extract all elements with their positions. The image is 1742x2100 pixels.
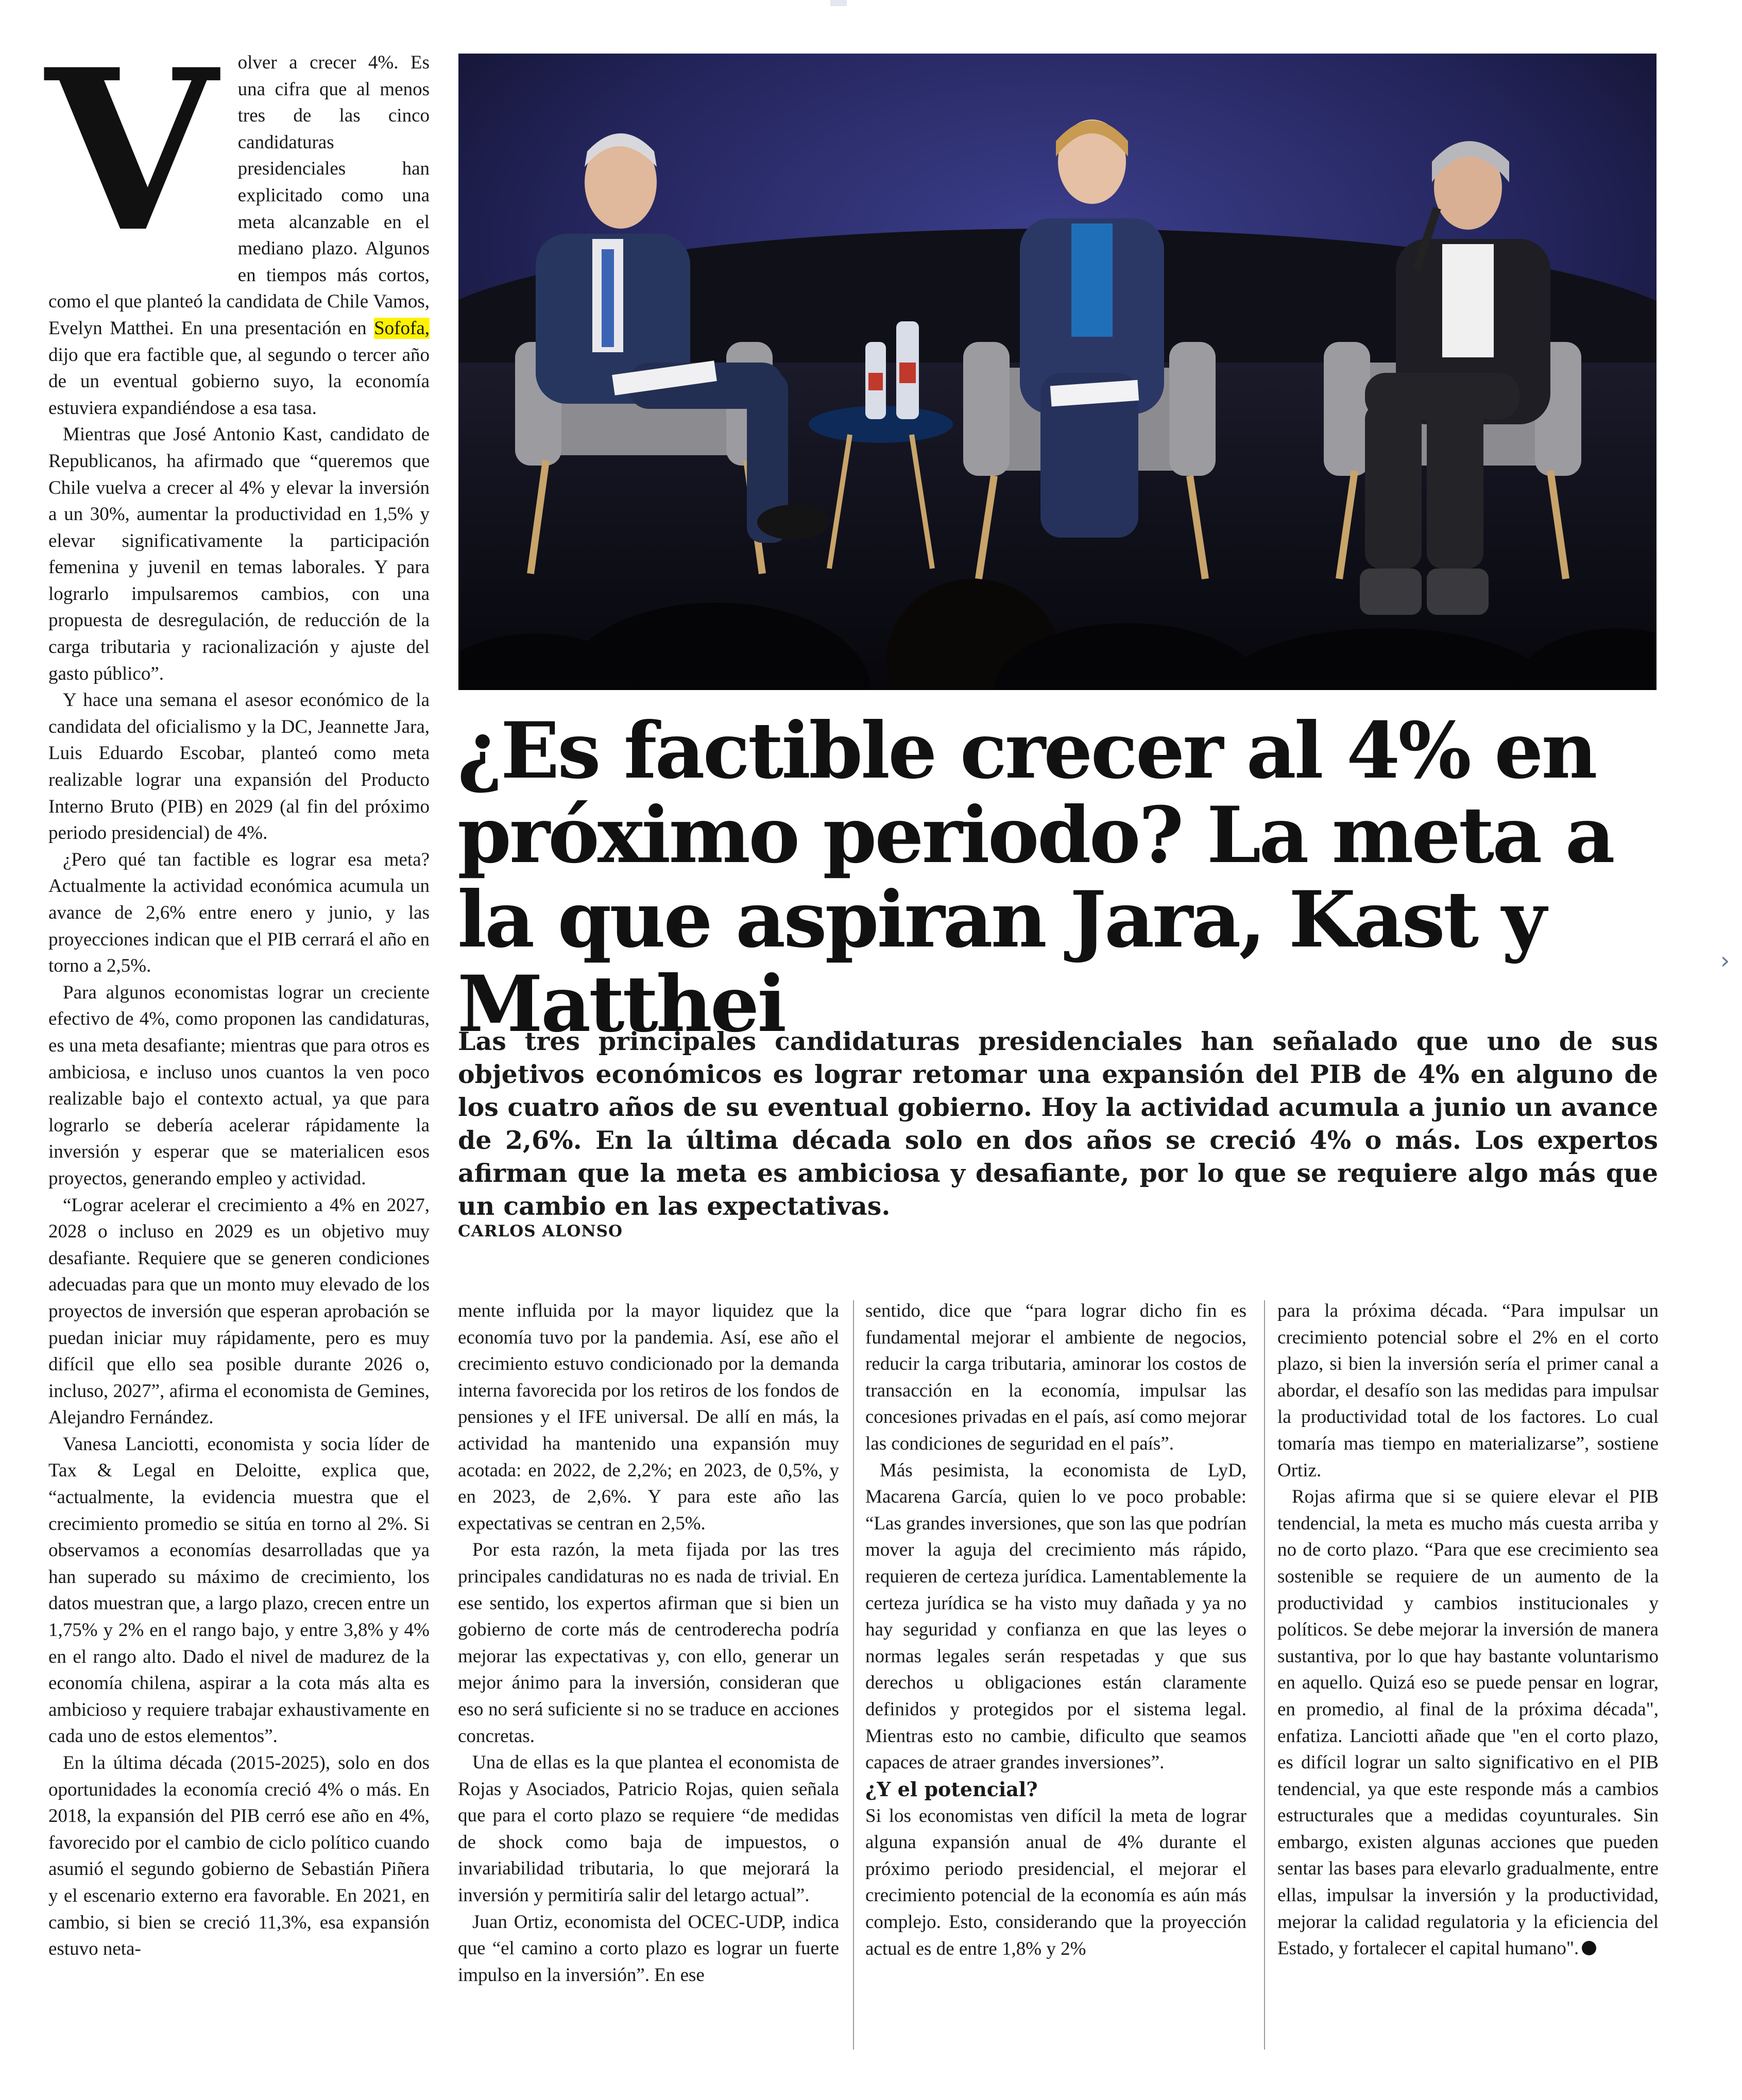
article-column-4 [1277, 1298, 1659, 1962]
paragraph: ¿Pero qué tan factible es lograr esa meta? Actualmente la actividad económica acumula un avance de 2,6% entre enero y junio, y las proyecciones indican que el PIB cerrará el año en torno a 2,5%. [48, 849, 430, 977]
paragraph: sentido, dice que “para lograr dicho fin es fundamental mejorar el ambiente de negocios, reducir la carga tributaria, aminorar los costos de transacción en la economía, impulsar las concesiones privadas en el país, así como mejorar las condiciones de seguridad en el país”. [865, 1300, 1246, 1454]
paragraph: Vanesa Lanciotti, economista y socia líder de Tax & Legal en Deloitte, explica que, “actualmente, la evidencia muestra que el crecimiento promedio se sitúa en torno al 2%. Si observamos a economías desarrolladas que ya han superado su máximo de crecimiento, los datos muestran que, a largo plazo, crecen entre un 1,75% y 2% en el rango bajo, y entre 3,8% y 4% en el rango alto. Dado el nivel de madurez de la economía chilena, aspirar a la cota más alta es ambicioso y requiere trabajar exhaustivamente en cada uno de estos elementos”. [48, 1433, 430, 1747]
article-column-3 [865, 1298, 1246, 1962]
paragraph: olver a crecer 4%. Es una cifra que al menos tres de las cinco candidaturas presidenciales han explicitado como una meta alcanzable en el mediano plazo. Algunos en tiempos más cortos, como el que planteó la candidata de Chile Vamos, Evelyn Matthei. En una presentación en Sofofa, dijo que era factible que, al segundo o tercer año de un eventual gobierno suyo, la economía estuviera expandiéndose a esa tasa. [48, 52, 430, 419]
end-mark-icon [1582, 1941, 1596, 1955]
column-divider [1264, 1300, 1265, 2050]
drop-cap: V [45, 21, 217, 281]
paragraph: Rojas afirma que si se quiere elevar el PIB tendencial, la meta es mucho más cuesta arriba y no de corto plazo. “Para que ese crecimiento sea sostenible se requiere de un aumento de la productividad y cambios institucionales y políticos. Se debe mejorar la inversión de manera sustantiva, por lo que hay bastante voluntarismo en aquello. Quizá eso se puede pensar en lograr, en promedio, al final de la próxima década", enfatiza. Lanciotti añade que "en el corto plazo, es difícil lograr un salto significativo en el PIB tendencial, ya que este responde más a cambios estructurales que a medidas coyunturales. Sin embargo, existen algunas acciones que pueden sentar las bases para elevarlo gradualmente, entre ellas, impulsar la inversión y la productividad, mejorar la calidad regulatoria y la eficiencia del Estado, y fortalecer el capital humano". [1277, 1486, 1659, 1959]
paragraph: Por esta razón, la meta fijada por las tres principales candidaturas no es nada de trivial. En ese sentido, los expertos afirman que si bien un gobierno de corte más de centroderecha podría mejorar las expectativas y, con ello, generar un mejor ánimo para la inversión, consideran que eso no será suficiente si no se traduce en acciones concretas. [458, 1539, 839, 1747]
paragraph: “Lograr acelerar el crecimiento a 4% en 2027, 2028 o incluso en 2029 es un objetivo muy desafiante. Requiere que se generen condiciones adecuadas para que un monto muy elevado de los proyectos de inversión que esperan aprobación se puedan iniciar muy rápidamente, pero es muy difícil que ello sea posible durante 2026 o, incluso, 2027”, afirma el economista de Gemines, Alejandro Fernández. [48, 1194, 430, 1428]
headline: ¿Es factible crecer al 4% en próximo periodo? La meta a la que aspiran Jara, Kast y Matthei [457, 705, 1613, 1049]
highlighted-text: Sofofa, [374, 317, 430, 339]
paragraph: Una de ellas es la que plantea el economista de Rojas y Asociados, Patricio Rojas, quien señala que para el corto plazo se requiere “de medidas de shock como baja de impuestos, o invariabilidad tributaria, lo que mejorará la inversión y permitiría salir del letargo actual”. [458, 1752, 839, 1906]
paragraph: Y hace una semana el asesor económico de la candidata del oficialismo y la DC, Jeannette Jara, Luis Eduardo Escobar, planteó como meta realizable lograr una expansión del Producto Interno Bruto (PIB) en 2029 (al fin del próximo periodo presidencial) de 4%. [48, 690, 430, 844]
paragraph: Si los economistas ven difícil la meta de lograr alguna expansión anual de 4% durante el próximo periodo presidencial, el mejorar el crecimiento potencial de la economía es aún más complejo. Esto, considerando que la proyección actual es de entre 1,8% y 2% [865, 1805, 1246, 1959]
top-tab-marker [830, 0, 847, 6]
paragraph: Juan Ortiz, economista del OCEC-UDP, indica que “el camino a corto plazo es lograr un fuerte impulso en la inversión”. En ese [458, 1911, 839, 1986]
column-divider [853, 1300, 854, 2050]
article-column-1 [45, 21, 430, 1963]
paragraph: En la última década (2015-2025), solo en dos oportunidades la economía creció 4% o más. En 2018, la expansión del PIB cerró ese año en 4%, favorecido por el cambio de ciclo político cuando asumió el segundo gobierno de Sebastián Piñera y el escenario externo era favorable. En 2021, en cambio, si bien se creció 11,3%, esa expansión estuvo neta- [48, 1752, 430, 1960]
paragraph: Mientras que José Antonio Kast, candidato de Republicanos, ha afirmado que “queremos que Chile vuelva a crecer al 4% y elevar la inversión a un 30%, aumentar la productividad en 1,5% y elevar significativamente la participación femenina y juvenil en temas laborales. Y para lograrlo impulsaremos cambios, con una propuesta de desregulación, de reducción de la carga tributaria y racionalización y ajuste del gasto público”. [48, 424, 430, 684]
paragraph: mente influida por la mayor liquidez que la economía tuvo por la pandemia. Así, ese año el crecimiento estuvo condicionado por la demanda interna favorecida por los retiros de los fondos de pensiones y el IFE universal. De allí en más, la actividad ha mantenido una expansión muy acotada: en 2022, de 2,2%; en 2023, de 0,5%, y en 2023, de 2,6%. Y para este año las expectativas se centran en 2,5%. [458, 1300, 839, 1534]
stage-photo-illustration [458, 54, 1656, 690]
paragraph: Más pesimista, la economista de LyD, Macarena García, quien lo ve poco probable: “Las grandes inversiones, que son las que podrían mover la aguja del crecimiento más rápido, requieren de certeza jurídica. Lamentablemente la certeza jurídica se ha visto muy dañada y ya no hay seguridad y confianza en que las leyes o normas legales serán respetadas y que sus derechos u obligaciones están claramente definidos y protegidos por el sistema legal. Mientras esto no cambie, dificulto que seamos capaces de atraer grandes inversiones”. [865, 1459, 1246, 1774]
subheading: ¿Y el potencial? [865, 1777, 1038, 1801]
chevron-right-icon[interactable]: › [1720, 946, 1730, 974]
lead-paragraph: Las tres principales candidaturas presidenciales han señalado que uno de sus objetivos económicos es lograr retomar una expansión del PIB de 4% en alguno de los cuatro años de su eventual gobierno. Hoy la actividad acumula a junio un avance de 2,6%. En la última década solo en dos años se creció 4% o más. Los expertos afirman que la meta es ambiciosa y desafiante, por lo que se requiere algo más que un cambio en las expectativas. [458, 1026, 1658, 1221]
article-photo [458, 54, 1656, 690]
paragraph: para la próxima década. “Para impulsar un crecimiento potencial sobre el 2% en el corto plazo, si bien la inversión sería el primer canal a abordar, el desafío son las medidas para impulsar la productividad total de los factores. Lo cual tomaría mas tiempo en materializarse”, sostiene Ortiz. [1277, 1300, 1659, 1481]
article-column-2 [458, 1298, 839, 1988]
byline: CARLOS ALONSO [458, 1222, 623, 1241]
paragraph: Para algunos economistas lograr un creciente efectivo de 4%, como proponen las candidaturas, es una meta desafiante; mientras que para otros es ambiciosa, e incluso unos cuantos la ven poco realizable bajo el contexto actual, ya que para lograrlo se debería acelerar rápidamente la inversión y esperar que se materialicen esos proyectos, generando empleo y actividad. [48, 982, 430, 1189]
